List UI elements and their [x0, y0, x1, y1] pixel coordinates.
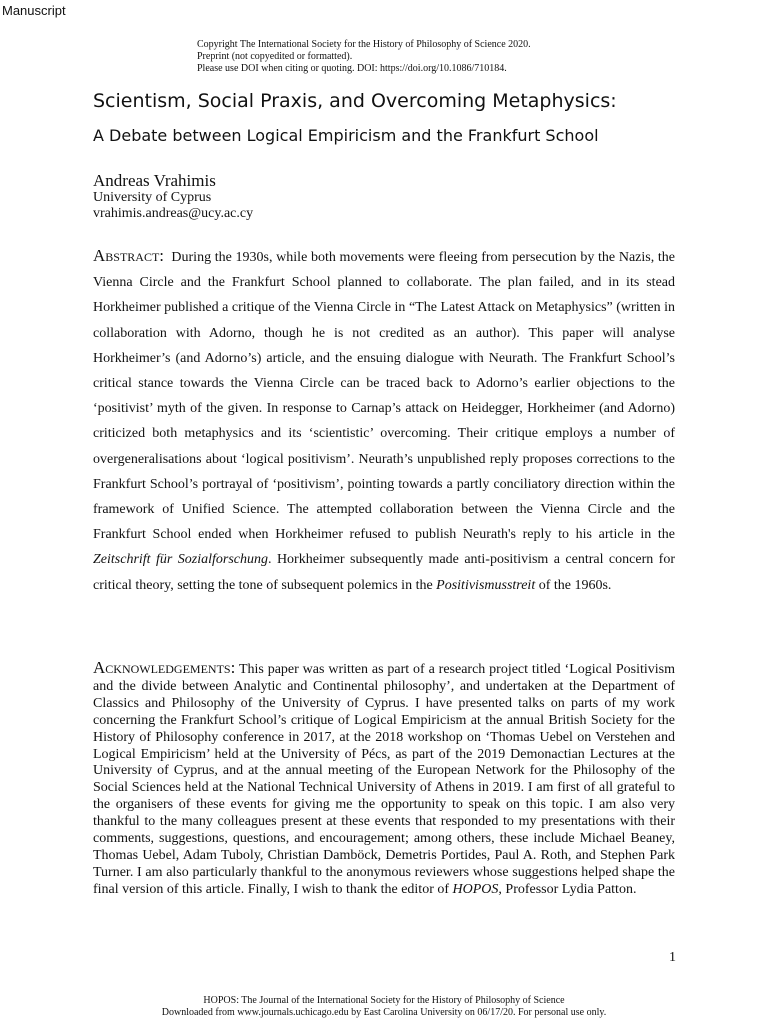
abstract-term: Positivismusstreit — [436, 577, 536, 593]
preprint-line: Preprint (not copyedited or formatted). — [197, 51, 353, 62]
acknowledgements-text-1: This paper was written as part of a research project titled ‘Logical Positivism and the divide between Analytic and Continental philosophy’, and undertaken at the Department of Classics and Philosophy of the University of Cyprus. I have presented talks on parts of my work concerning the Frankfurt School’s critique of Logical Empiricism at the annual British Society for the History of Philosophy conference in 2017, at the 2018 workshop on ‘Thomas Uebel on Verstehen and Logical Empiricism’ held at the University of Pécs, as part of the 2019 Demonactian Lectures at the University of Cyprus, and at the annual meeting of the European Network for the Philosophy of the Social Sciences held at the National Technical University of Athens in 2019. I am first of all grateful to the organisers of these events for giving me the opportunity to speak on this topic. I am also very thankful to the many colleagues present at these events that responded to my presentations with their comments, suggestions, questions, and encouragement; among others, these include Michael Beaney, Thomas Uebel, Adam Tuboly, Christian Damböck, Demetris Portides, Paul A. Roth, and Stephen Park Turner. I am also particularly thankful to the anonymous reviewers whose suggestions helped shape the final version of this article. Finally, I wish to thank the editor of — [93, 662, 675, 897]
abstract-label: Abstract: — [93, 246, 165, 265]
footer-download-line: Downloaded from www.journals.uchicago.edu by East Carolina University on 06/17/20. For personal use only. — [161, 1007, 607, 1018]
abstract-journal-title: Zeitschrift für Sozialforschung — [93, 552, 268, 568]
paper-subtitle: A Debate between Logical Empiricism and the Frankfurt School — [93, 126, 599, 145]
acknowledgements-journal-title: HOPOS — [452, 881, 499, 897]
page-footer — [0, 995, 768, 1019]
page-number: 1 — [669, 950, 676, 965]
abstract-paragraph — [93, 243, 675, 598]
paper-title: Scientism, Social Praxis, and Overcoming Metaphysics: — [93, 90, 617, 112]
copyright-line: Copyright The International Society for the History of Philosophy of Science 2020. — [197, 39, 531, 50]
copyright-notice — [197, 39, 667, 75]
acknowledgements-paragraph — [93, 660, 675, 899]
manuscript-label: Manuscript — [2, 3, 66, 18]
abstract-text-2: . Horkheimer subsequently made anti-positivism a central concern for critical theory, setting the tone of subsequent polemics in the — [93, 552, 675, 593]
author-name: Andreas Vrahimis — [93, 171, 216, 190]
abstract-text-1: During the 1930s, while both movements were fleeing from persecution by the Nazis, the Vienna Circle and the Frankfurt School planned to collaborate. The plan failed, and in its stead Horkheimer published a critique of the Vienna Circle in “The Latest Attack on Metaphysics” (written in collaboration with Adorno, though he is not credited as an author). This paper will analyse Horkheimer’s (and Adorno’s) article, and the ensuing dialogue with Neurath. The Frankfurt School’s critical stance towards the Vienna Circle can be traced back to Adorno’s earlier objections to the ‘positivist’ myth of the given. In response to Carnap’s attack on Heidegger, Horkheimer (and Adorno) criticized both metaphysics and its ‘scientistic’ overcoming. Their critique employs a number of overgeneralisations about ‘logical positivism’. Neurath’s unpublished reply proposes corrections to the Frankfurt School’s portrayal of ‘positivism’, pointing towards a partly conciliatory direction within the framework of Unified Science. The attempted collaboration between the Vienna Circle and the Frankfurt School ended when Horkheimer refused to publish Neurath's reply to his article in the — [93, 250, 676, 543]
doi-line: Please use DOI when citing or quoting. DOI: https://doi.org/10.1086/710184. — [197, 63, 507, 74]
abstract-text-3: of the 1960s. — [538, 577, 612, 593]
author-affiliation: University of Cyprus — [93, 190, 212, 205]
acknowledgements-label: Acknowledgements: — [93, 658, 236, 677]
author-email[interactable]: vrahimis.andreas@ucy.ac.cy — [93, 206, 254, 221]
acknowledgements-text-2: , Professor Lydia Patton. — [498, 881, 637, 897]
footer-journal-line: HOPOS: The Journal of the International Society for the History of Philosophy of Science — [203, 995, 565, 1006]
